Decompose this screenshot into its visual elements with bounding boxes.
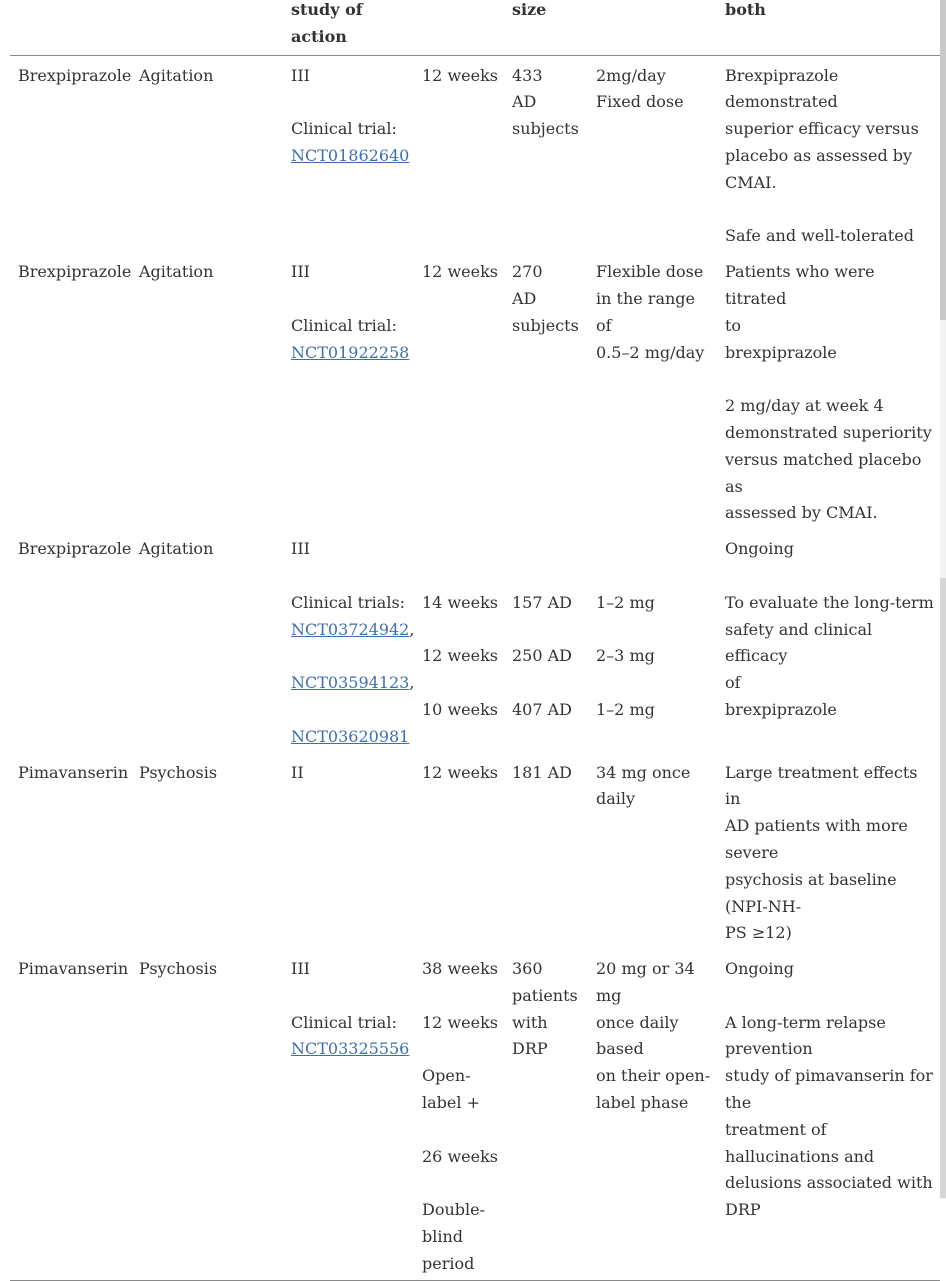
header-label: study of: [291, 0, 363, 19]
outcome-text: 2 mg/day at week 4: [725, 396, 884, 416]
indication: Psychosis: [139, 959, 218, 979]
cell-drug: [10, 252, 131, 529]
table-row: [10, 753, 940, 950]
outcome-text: versus matched placebo as: [725, 449, 922, 496]
cell-phase: III Clinical trials: NCT03724942, NCT03594123, NCT03620981: [283, 529, 414, 752]
outcome-text: brexpiprazole: [725, 699, 837, 719]
cell-duration: [414, 949, 504, 1280]
trial-link[interactable]: NCT03325556: [291, 1039, 410, 1059]
cell-phase: [283, 55, 414, 252]
cell-outcome: [717, 529, 940, 752]
size-text: 433: [512, 65, 543, 85]
cell-outcome: [717, 753, 940, 950]
dose-text: once daily: [596, 1012, 679, 1032]
cell-indication: [131, 529, 283, 752]
duration: blind: [422, 1227, 464, 1247]
outcome-text: prevention: [725, 1039, 813, 1059]
outcome-text: demonstrated: [725, 92, 838, 112]
header-cell-size: [504, 0, 588, 55]
dose-text: 2–3 mg: [596, 646, 655, 666]
trial-link[interactable]: NCT01862640: [291, 145, 410, 165]
drug-name: Pimavanserin: [18, 959, 129, 979]
phase: III: [291, 539, 310, 559]
duration: 12 weeks: [422, 262, 498, 282]
outcome-text: Safe and well-tolerated: [725, 226, 914, 246]
outcome-text: CMAI.: [725, 172, 777, 192]
size-text: subjects: [512, 315, 579, 335]
header-label: action: [291, 26, 347, 46]
cell-drug: [10, 529, 131, 752]
drug-name: Pimavanserin: [18, 762, 129, 782]
outcome-text: placebo as assessed by: [725, 145, 913, 165]
outcome-text: study of pimavanserin for: [725, 1066, 933, 1086]
phase: III: [291, 65, 310, 85]
outcome-text: Patients who were titrated: [725, 262, 875, 308]
header-cell-duration: [414, 0, 504, 55]
size-text: 360: [512, 959, 543, 979]
table-row: [10, 949, 940, 1280]
cell-outcome: [717, 55, 940, 252]
table-row: [10, 252, 940, 529]
clinical-trials-table: [10, 0, 940, 1281]
header-cell-study-of-action: [283, 0, 414, 55]
duration: Open-: [422, 1066, 471, 1086]
dose-text: 20 mg or 34: [596, 959, 695, 979]
outcome-text: Large treatment effects in: [725, 762, 918, 809]
cell-dose: [588, 55, 717, 252]
duration: 12 weeks: [422, 762, 498, 782]
dose-text: 1–2 mg: [596, 592, 655, 612]
table-row: [10, 529, 940, 752]
outcome-text: assessed by CMAI.: [725, 503, 878, 523]
outcome-text: Ongoing: [725, 539, 794, 559]
dose-text: mg: [596, 985, 622, 1005]
indication: Agitation: [139, 539, 214, 559]
header-cell-dose: [588, 0, 717, 55]
duration: 10 weeks: [422, 699, 498, 719]
trial-link[interactable]: NCT03620981: [291, 726, 410, 746]
trial-link[interactable]: NCT03724942: [291, 619, 410, 639]
outcome-text: Ongoing: [725, 959, 794, 979]
size-text: 407 AD: [512, 699, 573, 719]
duration: 12 weeks: [422, 1012, 498, 1032]
duration: period: [422, 1253, 475, 1273]
size-text: 181 AD: [512, 762, 573, 782]
header-cell-drug: [10, 0, 131, 55]
outcome-text: hallucinations and: [725, 1146, 875, 1166]
duration: 26 weeks: [422, 1146, 498, 1166]
phase: III: [291, 262, 310, 282]
outcome-text: safety and clinical efficacy: [725, 619, 873, 666]
outcome-text: superior efficacy versus: [725, 119, 919, 139]
outcome-text: DRP: [725, 1200, 761, 1220]
dose-text: 34 mg once: [596, 762, 691, 782]
size-text: subjects: [512, 119, 579, 139]
cell-dose: [588, 252, 717, 529]
indication: Psychosis: [139, 762, 218, 782]
dose-text: Flexible dose: [596, 262, 704, 282]
outcome-text: A long-term relapse: [725, 1012, 886, 1032]
scrollbar-thumb[interactable]: [940, 0, 946, 320]
duration: 12 weeks: [422, 646, 498, 666]
cell-phase: [283, 753, 414, 950]
cell-duration: [414, 55, 504, 252]
trials-table-container: [10, 0, 940, 1281]
outcome-text: treatment of: [725, 1119, 827, 1139]
outcome-text: (NPI-NH-: [725, 896, 802, 916]
cell-indication: [131, 252, 283, 529]
cell-outcome: [717, 949, 940, 1280]
dose-text: Fixed dose: [596, 92, 684, 112]
cell-size: [504, 252, 588, 529]
cell-duration: [414, 529, 504, 752]
cell-duration: [414, 753, 504, 950]
outcome-text: the: [725, 1093, 752, 1113]
size-text: 250 AD: [512, 646, 573, 666]
drug-name: Brexpiprazole: [18, 539, 132, 559]
phase: II: [291, 762, 304, 782]
trial-label: Clinical trial:: [291, 119, 397, 139]
outcome-text: to: [725, 315, 742, 335]
outcome-text: demonstrated superiority: [725, 422, 932, 442]
indication: Agitation: [139, 65, 214, 85]
duration: 12 weeks: [422, 65, 498, 85]
trial-label: Clinical trial:: [291, 315, 397, 335]
cell-dose: [588, 753, 717, 950]
dose-text: label phase: [596, 1093, 689, 1113]
size-text: AD: [512, 288, 537, 308]
outcome-text: psychosis at baseline: [725, 869, 897, 889]
cell-outcome: [717, 252, 940, 529]
outcome-text: PS ≥12): [725, 923, 792, 943]
indication: Agitation: [139, 262, 214, 282]
dose-text: in the range of: [596, 288, 695, 335]
size-text: DRP: [512, 1039, 548, 1059]
cell-phase: [283, 252, 414, 529]
outcome-text: AD patients with more: [725, 816, 908, 836]
cell-duration: [414, 252, 504, 529]
size-text: 157 AD: [512, 592, 573, 612]
outcome-text: Brexpiprazole: [725, 65, 839, 85]
vertical-scrollbar[interactable]: [940, 0, 946, 1199]
cell-phase: [283, 949, 414, 1280]
outcome-text: brexpiprazole: [725, 342, 837, 362]
dose-text: 0.5–2 mg/day: [596, 342, 705, 362]
phase: III: [291, 959, 310, 979]
trial-link[interactable]: NCT01922258: [291, 342, 410, 362]
cell-size: [504, 949, 588, 1280]
cell-size: [504, 753, 588, 950]
cell-drug: [10, 55, 131, 252]
cell-drug: [10, 949, 131, 1280]
size-text: with: [512, 1012, 548, 1032]
trial-label: Clinical trial:: [291, 1012, 397, 1032]
duration: 14 weeks: [422, 592, 498, 612]
size-text: 270: [512, 262, 543, 282]
outcome-text: delusions associated with: [725, 1173, 933, 1193]
drug-name: Brexpiprazole: [18, 65, 132, 85]
cell-drug: [10, 753, 131, 950]
duration: label +: [422, 1093, 480, 1113]
cell-dose: [588, 529, 717, 752]
outcome-text: severe: [725, 842, 779, 862]
cell-indication: [131, 753, 283, 950]
header-label: size: [512, 0, 547, 19]
outcome-text: To evaluate the long-term: [725, 592, 934, 612]
cell-indication: [131, 949, 283, 1280]
dose-text: on their open-: [596, 1066, 711, 1086]
trial-label: Clinical trials:: [291, 592, 406, 612]
duration: Double-: [422, 1200, 485, 1220]
table-header-row: [10, 0, 940, 55]
dose-text: daily: [596, 789, 636, 809]
cell-indication: [131, 55, 283, 252]
duration: 38 weeks: [422, 959, 498, 979]
header-cell-both: [717, 0, 940, 55]
outcome-text: of: [725, 673, 741, 693]
header-cell-indication: [131, 0, 283, 55]
cell-size: [504, 55, 588, 252]
size-text: AD: [512, 92, 537, 112]
table-row: [10, 55, 940, 252]
dose-text: based: [596, 1039, 644, 1059]
trial-link[interactable]: NCT03594123: [291, 673, 410, 693]
cell-dose: [588, 949, 717, 1280]
dose-text: 2mg/day: [596, 65, 666, 85]
drug-name: Brexpiprazole: [18, 262, 132, 282]
header-label: both: [725, 0, 766, 19]
scrollbar-thumb[interactable]: [940, 578, 946, 1198]
size-text: patients: [512, 985, 578, 1005]
dose-text: 1–2 mg: [596, 699, 655, 719]
cell-size: [504, 529, 588, 752]
